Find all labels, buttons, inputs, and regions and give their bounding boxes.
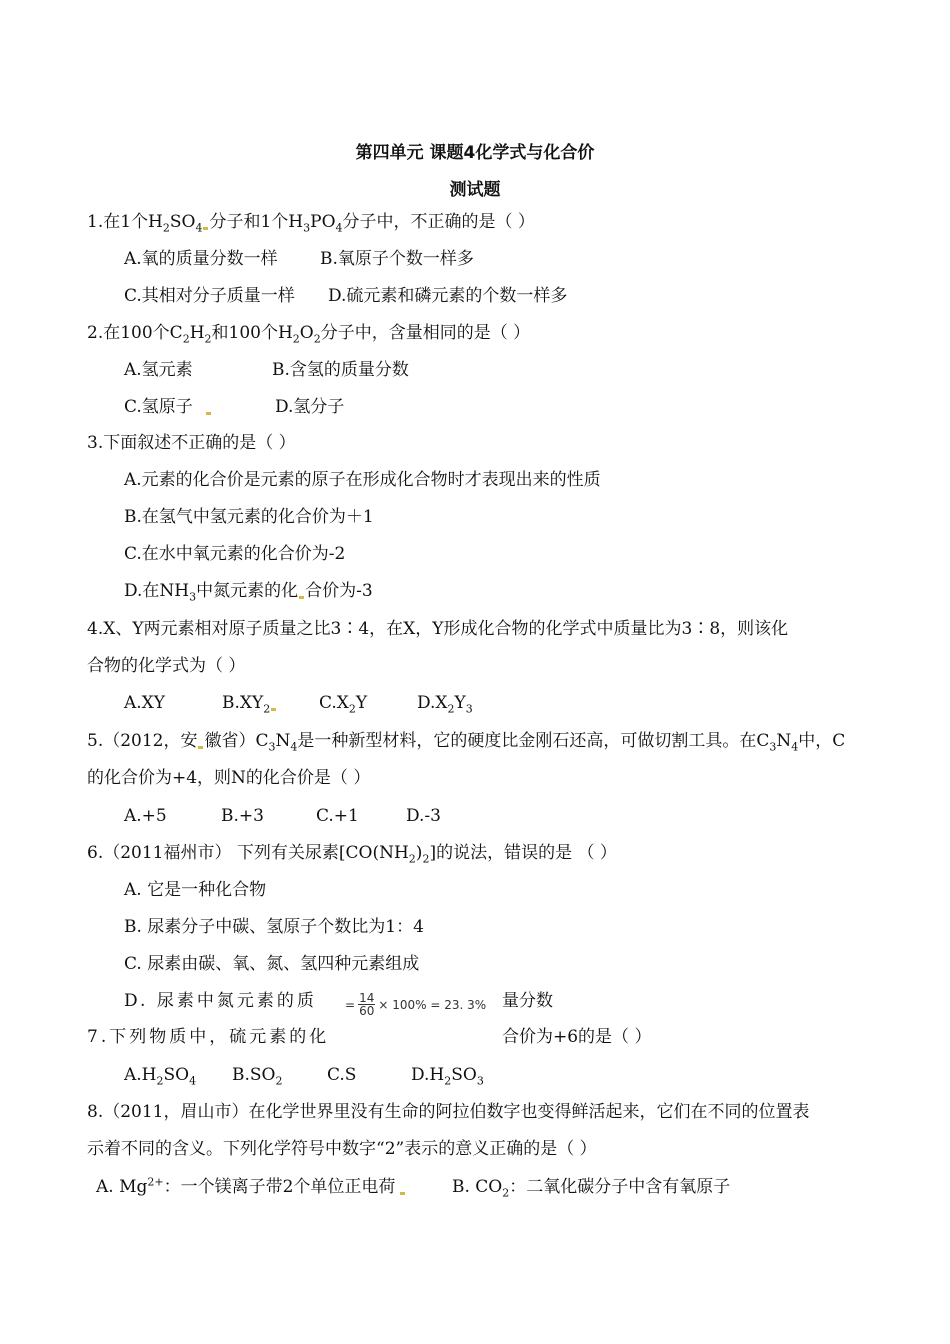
question-7-option-d: $D.H_2SO_3$ <box>411 1065 484 1088</box>
question-1-option-a: A.氧的质量分数一样 <box>124 249 278 269</box>
question-6-option-d-end: 量分数 <box>502 991 553 1011</box>
question-3-option-a: A.元素的化合价是元素的原子在形成化合物时才表现出来的性质 <box>124 470 601 490</box>
question-5-option-c: C.+1 <box>316 806 359 826</box>
question-8-stem-line-2: 示着不同的含义。下列化学符号中数字“2”表示的意义正确的是（ ） <box>87 1139 597 1159</box>
edit-mark <box>271 708 276 711</box>
question-5-stem-line-1: 5.（2012，安 徽省）$C_3N_4$是一种新型材料，它的硬度比金刚石还高，可做切割工具。在$C_3N_4$中，C <box>87 731 846 754</box>
question-3-stem: 3.下面叙述不正确的是（ ） <box>87 433 296 453</box>
question-8-option-b: B. $CO_2$：二氧化碳分子中含有氧原子 <box>452 1177 731 1200</box>
question-3-option-b: B.在氢气中氢元素的化合价为＋1 <box>124 507 374 527</box>
question-2-option-b: B.含氢的质量分数 <box>272 360 409 380</box>
question-6-stem: 6.（2011福州市） 下列有关尿素$[CO(NH_2)_2]$的说法，错误的是 （ ） <box>87 843 617 866</box>
question-2-option-c: C.氢原子 <box>124 396 212 418</box>
question-8-option-a: A. $Mg^{2+}$：一个镁离子带2个单位正电荷 <box>96 1176 406 1198</box>
question-7-stem-start: 7.下列物质中，硫元素的化 <box>87 1027 330 1047</box>
edit-mark <box>400 1192 405 1195</box>
edit-mark <box>299 596 304 599</box>
question-2-option-d: D.氢分子 <box>275 397 345 417</box>
question-4-stem-line-1: 4.X、Y两元素相对原子质量之比3∶4，在X，Y形成化合物的化学式中质量比为3∶8，则该化 <box>87 619 789 639</box>
question-6-option-d: D. 尿素中氮元素的质 <box>124 991 317 1011</box>
question-1-option-b: B.氧原子个数一样多 <box>320 249 474 269</box>
question-7-option-a: $A.H_2SO_4$ <box>124 1065 197 1088</box>
question-7-option-b: $B.SO_2$ <box>232 1065 283 1088</box>
question-1-option-d: D.硫元素和磷元素的个数一样多 <box>328 286 568 306</box>
question-5-option-b: B.+3 <box>221 806 264 826</box>
page-subtitle: 测试题 <box>449 180 501 200</box>
question-2-option-a: A.氢元素 <box>124 360 193 380</box>
question-5-option-a: A.+5 <box>124 806 167 826</box>
question-4-option-c: $C.X_2Y$ <box>319 693 368 716</box>
edit-mark <box>198 746 203 749</box>
question-3-option-c: C.在水中氧元素的化合价为-2 <box>124 544 346 564</box>
edit-mark <box>203 227 208 230</box>
question-5-stem-line-2: 的化合价为+4，则N的化合价是（ ） <box>87 768 371 788</box>
question-1-option-c: C.其相对分子质量一样 <box>124 286 295 306</box>
question-7-stem-end: 合价为+6的是（ ） <box>502 1027 652 1047</box>
question-1-stem: 1.在1个$H_2SO_4$ 分子和1个$H_3PO_4$分子中，不正确的是（ ） <box>87 212 535 235</box>
question-4-option-a: A.XY <box>124 693 166 713</box>
question-3-option-d: D.在$NH_3$中氮元素的化 合价为-3 <box>124 581 373 604</box>
question-6-option-c: C. 尿素由碳、氧、氮、氢四种元素组成 <box>124 954 420 974</box>
question-7-option-c: C.S <box>327 1065 357 1085</box>
edit-mark <box>206 412 211 415</box>
question-6-option-b: B. 尿素分子中碳、氢原子个数比为1：4 <box>124 917 424 937</box>
mass-fraction-formula: = $\frac{14}{60}$ × 100% = 23. 3% <box>345 991 487 1018</box>
question-8-stem-line-1: 8.（2011，眉山市）在化学世界里没有生命的阿拉伯数字也变得鲜活起来，它们在不同的位置表 <box>87 1102 810 1122</box>
page-title: 第四单元 课题4化学式与化合价 <box>355 143 595 163</box>
question-5-option-d: D.-3 <box>406 806 441 826</box>
question-4-option-d: $D.X_2Y_3$ <box>417 693 473 716</box>
question-6-option-a: A. 它是一种化合物 <box>124 880 267 900</box>
question-4-stem-line-2: 合物的化学式为（ ） <box>87 656 246 676</box>
question-2-stem: 2.在100个$C_2H_2$和100个$H_2O_2$分子中，含量相同的是（ ） <box>87 323 531 346</box>
question-4-option-b: $B.XY_2$ <box>222 692 277 714</box>
